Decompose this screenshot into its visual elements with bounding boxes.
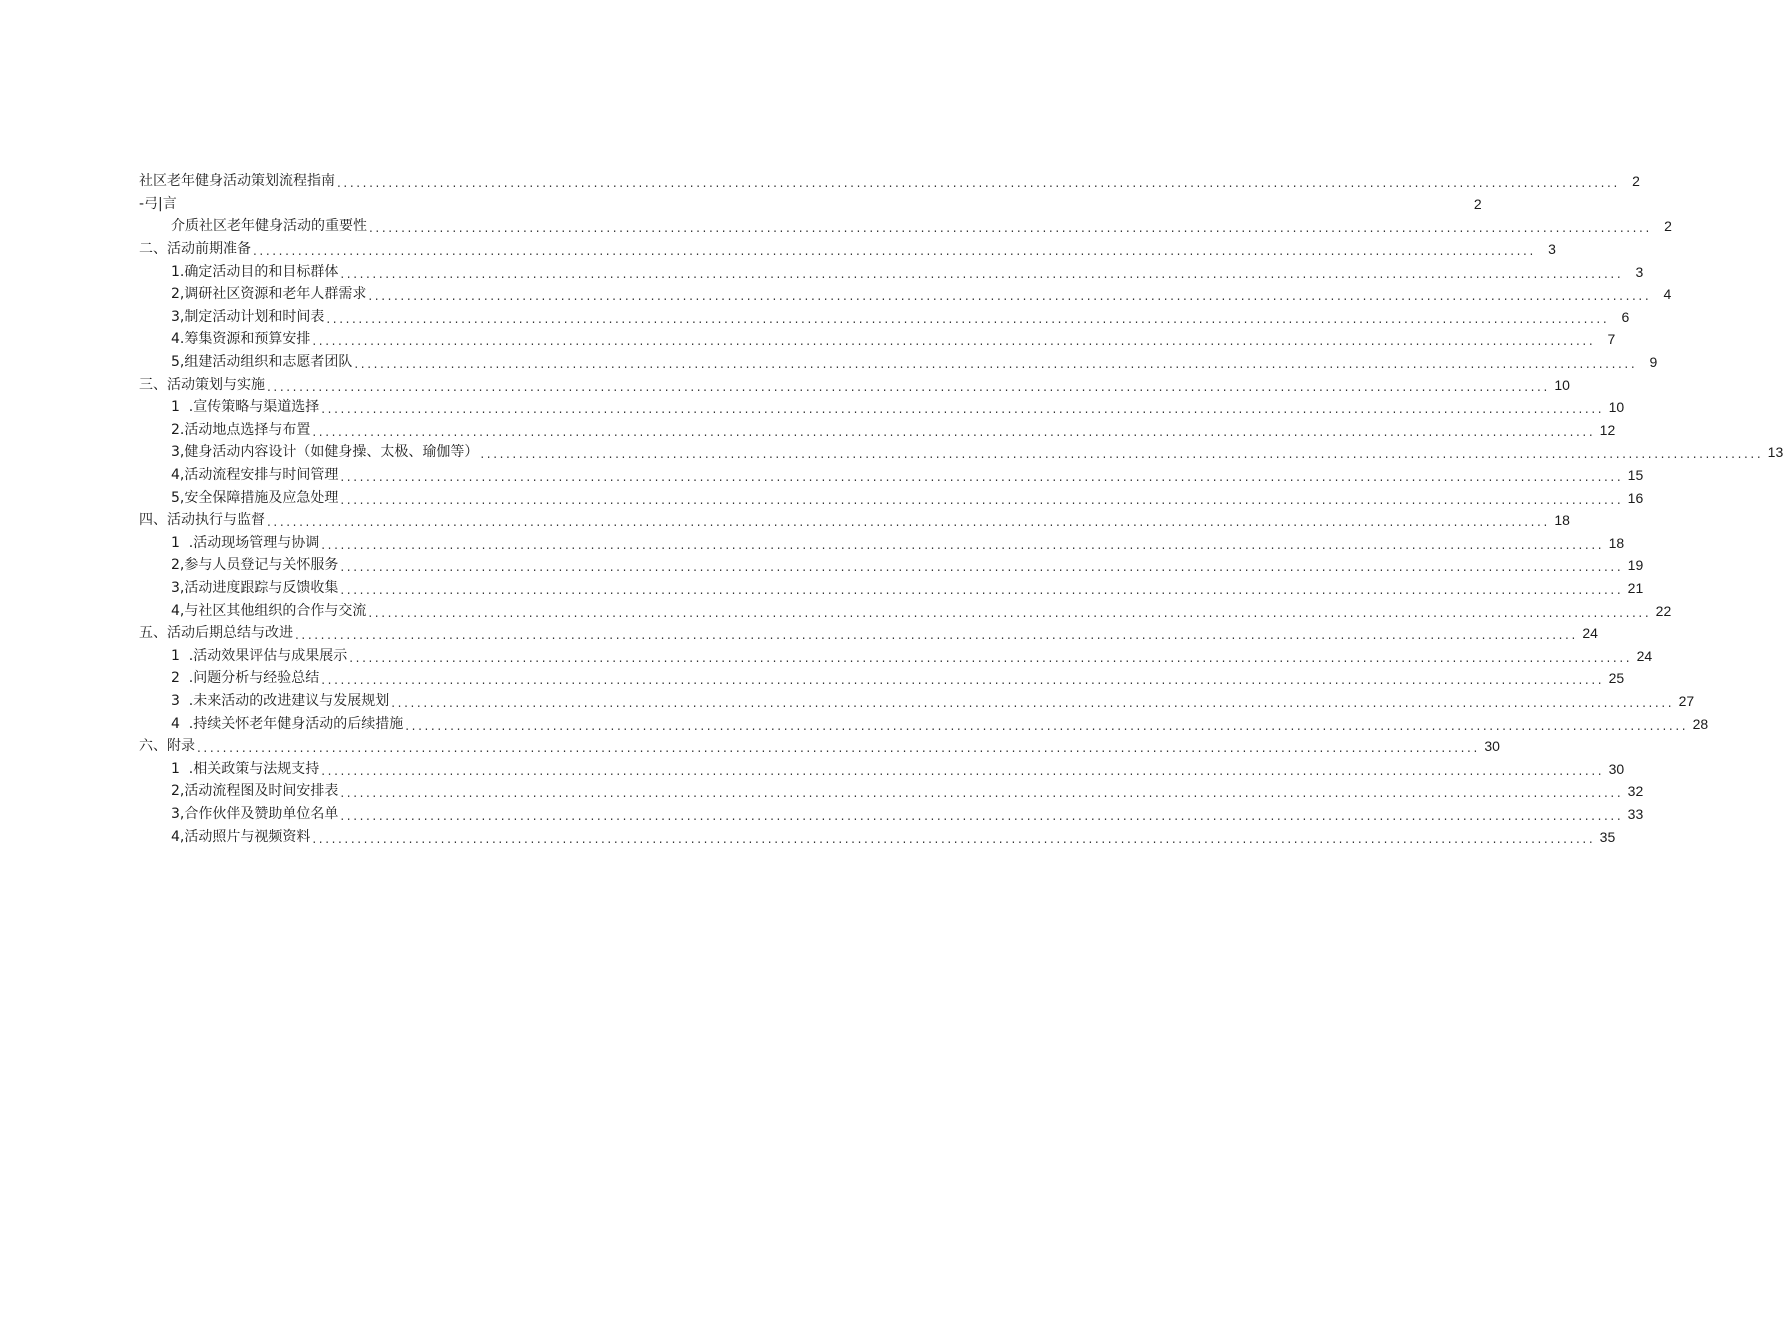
toc-entry-title: 社区老年健身活动策划流程指南 (139, 173, 335, 190)
toc-entry-title: 3,活动进度跟踪与反馈收集 (171, 579, 339, 596)
toc-entry-title: 2.活动地点选择与布置 (171, 421, 311, 438)
toc-entry-title: 3,制定活动计划和时间表 (171, 308, 325, 325)
toc-entry[interactable] (139, 486, 1644, 509)
toc-entry-title: 4,与社区其他组织的合作与交流 (171, 602, 367, 619)
toc-entry[interactable] (139, 373, 1570, 396)
toc-entry[interactable] (139, 780, 1644, 803)
toc-entry[interactable] (139, 667, 1625, 690)
toc-entry-title: 1 .活动现场管理与协调 (171, 534, 320, 551)
toc-entry-title: 2,参与人员登记与关怀服务 (171, 557, 339, 574)
toc-page-number: 15 (1627, 467, 1644, 484)
toc-entry[interactable] (139, 712, 1709, 735)
toc-dot-leader: ........................................................................................................................................................................................................ (349, 650, 1633, 665)
toc-page-number: 2 (1664, 218, 1672, 235)
toc-entry[interactable] (139, 464, 1644, 487)
toc-dot-leader: ........................................................................................................................................................................................................ (340, 582, 1624, 597)
toc-entry-title: 介质社区老年健身活动的重要性 (171, 218, 367, 235)
toc-entry-title: 1.确定活动目的和目标群体 (171, 263, 339, 280)
toc-entry[interactable] (139, 599, 1672, 622)
toc-entry[interactable] (139, 644, 1653, 667)
toc-entry-title: 4,活动流程安排与时间管理 (171, 467, 339, 484)
toc-page-number: 27 (1678, 692, 1695, 709)
toc-page-number: 28 (1692, 715, 1709, 732)
toc-entry-title: 1 .活动效果评估与成果展示 (171, 647, 348, 664)
toc-entry[interactable] (139, 419, 1616, 442)
toc-page-number: 9 (1649, 354, 1658, 371)
toc-dot-leader: ........................................................................................................................................................................................................ (340, 786, 1624, 801)
toc-entry-title: 2,调研社区资源和老年人群需求 (171, 286, 367, 303)
toc-page-number: 3 (1635, 263, 1644, 280)
toc-entry[interactable] (139, 757, 1625, 780)
toc-entry[interactable] (139, 825, 1616, 848)
toc-dot-leader: ........................................................................................................................................................................................................ (326, 311, 1610, 326)
toc-entry[interactable] (139, 260, 1644, 283)
toc-entry[interactable] (139, 351, 1658, 374)
toc-dot-leader: ........................................................................................................................................................................................................ (312, 831, 1596, 846)
toc-entry[interactable] (139, 306, 1630, 329)
toc-entry-title: 3,健身活动内容设计（如健身操、太极、瑜伽等） (171, 444, 479, 461)
toc-entry[interactable] (139, 283, 1672, 306)
toc-entry-title: 三、活动策划与实施 (139, 376, 265, 393)
toc-page-number: 25 (1608, 670, 1625, 687)
toc-page-number: 16 (1627, 489, 1644, 506)
toc-entry-title: 2 .问题分析与经验总结 (171, 670, 320, 687)
toc-page-number: 19 (1627, 557, 1644, 574)
toc-entry[interactable] (139, 215, 1672, 238)
toc-entry[interactable] (139, 577, 1644, 600)
toc-page-number: 6 (1621, 308, 1630, 325)
toc-dot-leader: ........................................................................................................................................................................................................ (295, 628, 1578, 643)
toc-entry[interactable] (139, 803, 1644, 826)
toc-entry[interactable] (139, 170, 1640, 193)
toc-entry-title: 4 .持续关怀老年健身活动的后续措施 (171, 715, 404, 732)
toc-entry[interactable] (139, 554, 1644, 577)
toc-page-number: 21 (1627, 579, 1644, 596)
toc-page-number: 13 (1767, 444, 1783, 461)
toc-page-number: 10 (1554, 376, 1570, 393)
toc-page-number: 3 (1548, 241, 1556, 258)
toc-page-number: 12 (1599, 421, 1616, 438)
toc-page-number: 18 (1554, 512, 1570, 529)
toc-dot-leader: ........................................................................................................................................................................................................ (267, 515, 1550, 530)
toc-entry-title: 4,活动照片与视频资料 (171, 828, 311, 845)
toc-page-number: 24 (1582, 625, 1598, 642)
toc-page-number: 22 (1655, 602, 1672, 619)
toc-entry-title: 5,安全保障措施及应急处理 (171, 489, 339, 506)
toc-dot-leader: ........................................................................................................................................................................................................ (369, 221, 1652, 236)
toc-entry-title: 五、活动后期总结与改进 (139, 625, 293, 642)
toc-entry-title: 1 .宣传策略与渠道选择 (171, 399, 320, 416)
toc-page-number: 30 (1608, 760, 1625, 777)
table-of-contents (139, 170, 1783, 848)
toc-page-number: 4 (1663, 286, 1672, 303)
toc-dot-leader: ........................................................................................................................................................................................................ (321, 673, 1605, 688)
toc-entry-title: 3,合作伙伴及赞助单位名单 (171, 805, 339, 822)
toc-dot-leader: ........................................................................................................................................................................................................ (321, 402, 1605, 417)
toc-dot-leader: ........................................................................................................................................................................................................ (340, 560, 1624, 575)
toc-dot-leader: ........................................................................................................................................................................................................ (391, 695, 1675, 710)
toc-entry-title: 六、附录 (139, 738, 195, 755)
toc-page-number: 7 (1607, 331, 1616, 348)
toc-dot-leader: ........................................................................................................................................................................................................ (340, 808, 1624, 823)
toc-entry[interactable] (139, 441, 1783, 464)
toc-dot-leader: ........................................................................................................................................................................................................ (312, 334, 1596, 349)
toc-entry-title: 4.筹集资源和预算安排 (171, 331, 311, 348)
toc-entry-title: 1 .相关政策与法规支持 (171, 760, 320, 777)
toc-dot-leader: ........................................................................................................................................................................................................ (321, 537, 1605, 552)
toc-entry-title: -弓|言 (139, 195, 177, 212)
toc-page-number: 30 (1484, 738, 1500, 755)
toc-entry-title: 5,组建活动组织和志愿者团队 (171, 354, 353, 371)
toc-dot-leader: ........................................................................................................................................................................................................ (340, 266, 1624, 281)
toc-entry-title: 2,活动流程图及时间安排表 (171, 783, 339, 800)
toc-page-number: 32 (1627, 783, 1644, 800)
toc-dot-leader: ........................................................................................................................................................................................................ (340, 492, 1624, 507)
toc-dot-leader: ........................................................................................................................................................................................................ (368, 605, 1652, 620)
toc-page-number: 24 (1636, 647, 1653, 664)
toc-dot-leader: ........................................................................................................................................................................................................ (321, 763, 1605, 778)
toc-dot-leader: ........................................................................................................................................................................................................ (312, 424, 1596, 439)
toc-dot-leader: ........................................................................................................................................................................................................ (340, 470, 1624, 485)
toc-page-number: 35 (1599, 828, 1616, 845)
toc-entry[interactable] (139, 509, 1570, 532)
toc-entry[interactable] (139, 622, 1598, 645)
toc-entry[interactable] (139, 532, 1625, 555)
toc-dot-leader: ........................................................................................................................................................................................................ (267, 379, 1550, 394)
toc-page-number: 10 (1608, 399, 1625, 416)
toc-dot-leader: ........................................................................................................................................................................................................ (337, 176, 1620, 191)
toc-entry[interactable] (139, 193, 1482, 216)
toc-entry[interactable] (139, 238, 1556, 261)
toc-page-number: 2 (1473, 195, 1482, 212)
toc-page-number: 2 (1632, 173, 1640, 190)
toc-entry[interactable] (139, 690, 1695, 713)
toc-entry-title: 3 .未来活动的改进建议与发展规划 (171, 692, 390, 709)
toc-page-number: 33 (1627, 805, 1644, 822)
toc-entry-title: 二、活动前期准备 (139, 241, 251, 258)
toc-dot-leader: ........................................................................................................................................................................................................ (354, 357, 1638, 372)
toc-entry[interactable] (139, 328, 1616, 351)
toc-dot-leader: ........................................................................................................................................................................................................ (253, 244, 1536, 259)
toc-entry-title: 四、活动执行与监督 (139, 512, 265, 529)
toc-dot-leader: ........................................................................................................................................................................................................ (368, 289, 1652, 304)
toc-dot-leader: ........................................................................................................................................................................................................ (480, 447, 1764, 462)
toc-entry[interactable] (139, 735, 1500, 758)
toc-dot-leader: ........................................................................................................................................................................................................ (405, 718, 1689, 733)
toc-page-number: 18 (1608, 534, 1625, 551)
toc-dot-leader: ........................................................................................................................................................................................................ (197, 741, 1480, 756)
toc-entry[interactable] (139, 396, 1625, 419)
